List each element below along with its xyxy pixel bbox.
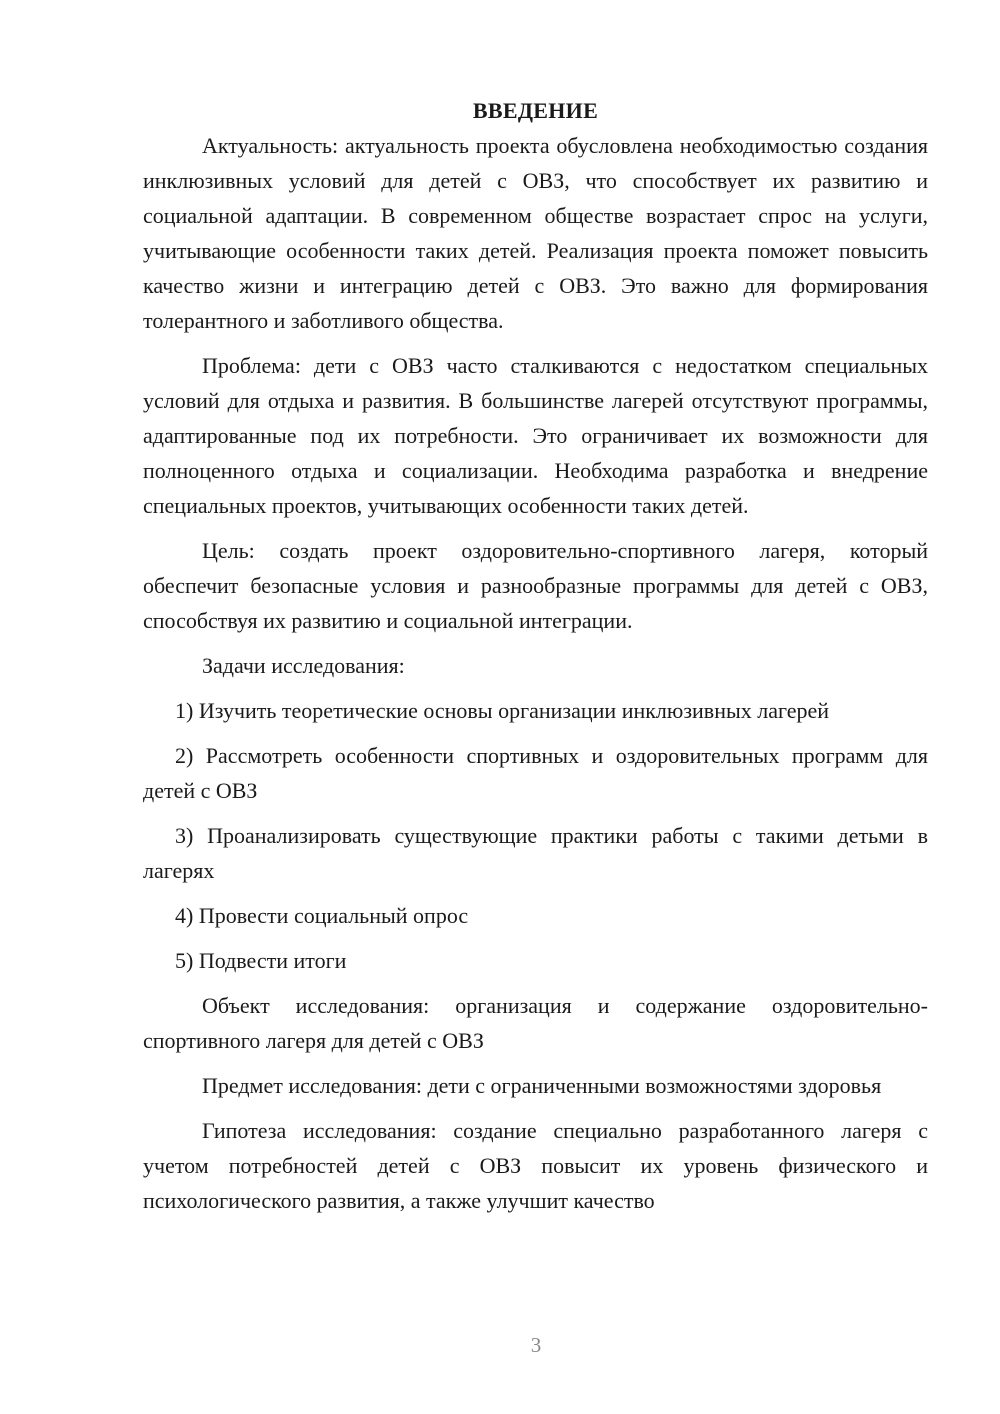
problem-paragraph: Проблема: дети с ОВЗ часто сталкиваются с недостатком специальных условий для отдыха и развития. В большинстве лагерей отсутствуют программы, адаптированные под их потребности. Это ограничивает их возможности для полноценного отдыха и социализации. Необходима разработка и внедрение специальных проектов, учитывающих особенности таких детей. [143,353,928,518]
object-paragraph: Объект исследования: организация и содержание оздоровительно-спортивного лагеря для детей с ОВЗ [143,993,928,1053]
task-item: 3) Проанализировать существующие практики работы с такими детьми в лагерях [143,823,928,883]
task-item: 4) Провести социальный опрос [175,903,469,928]
task-item: 2) Рассмотреть особенности спортивных и оздоровительных программ для детей с ОВЗ [143,743,928,803]
relevance-paragraph: Актуальность: актуальность проекта обусловлена необходимостью создания инклюзивных условий для детей с ОВЗ, что способствует их развитию и социальной адаптации. В современном обществе возрастает спрос на услуги, учитывающие особенности таких детей. Реализация проекта поможет повысить качество жизни и интеграцию детей с ОВЗ. Это важно для формирования толерантного и заботливого общества. [143,133,928,333]
task-item: 5) Подвести итоги [175,948,347,973]
goal-paragraph: Цель: создать проект оздоровительно-спортивного лагеря, который обеспечит безопасные условия и разнообразные программы для детей с ОВЗ, способствуя их развитию и социальной интеграции. [143,538,928,633]
hypothesis-paragraph: Гипотеза исследования: создание специально разработанного лагеря с учетом потребностей детей с ОВЗ повысит их уровень физического и психологического развития, а также улучшит качество [143,1118,928,1213]
tasks-heading: Задачи исследования: [202,653,405,678]
subject-paragraph: Предмет исследования: дети с ограниченными возможностями здоровья [202,1073,882,1098]
document-page [143,96,928,1218]
page-number: 3 [530,1333,542,1357]
task-item: 1) Изучить теоретические основы организации инклюзивных лагерей [175,698,830,723]
section-title: ВВЕДЕНИЕ [472,98,599,123]
